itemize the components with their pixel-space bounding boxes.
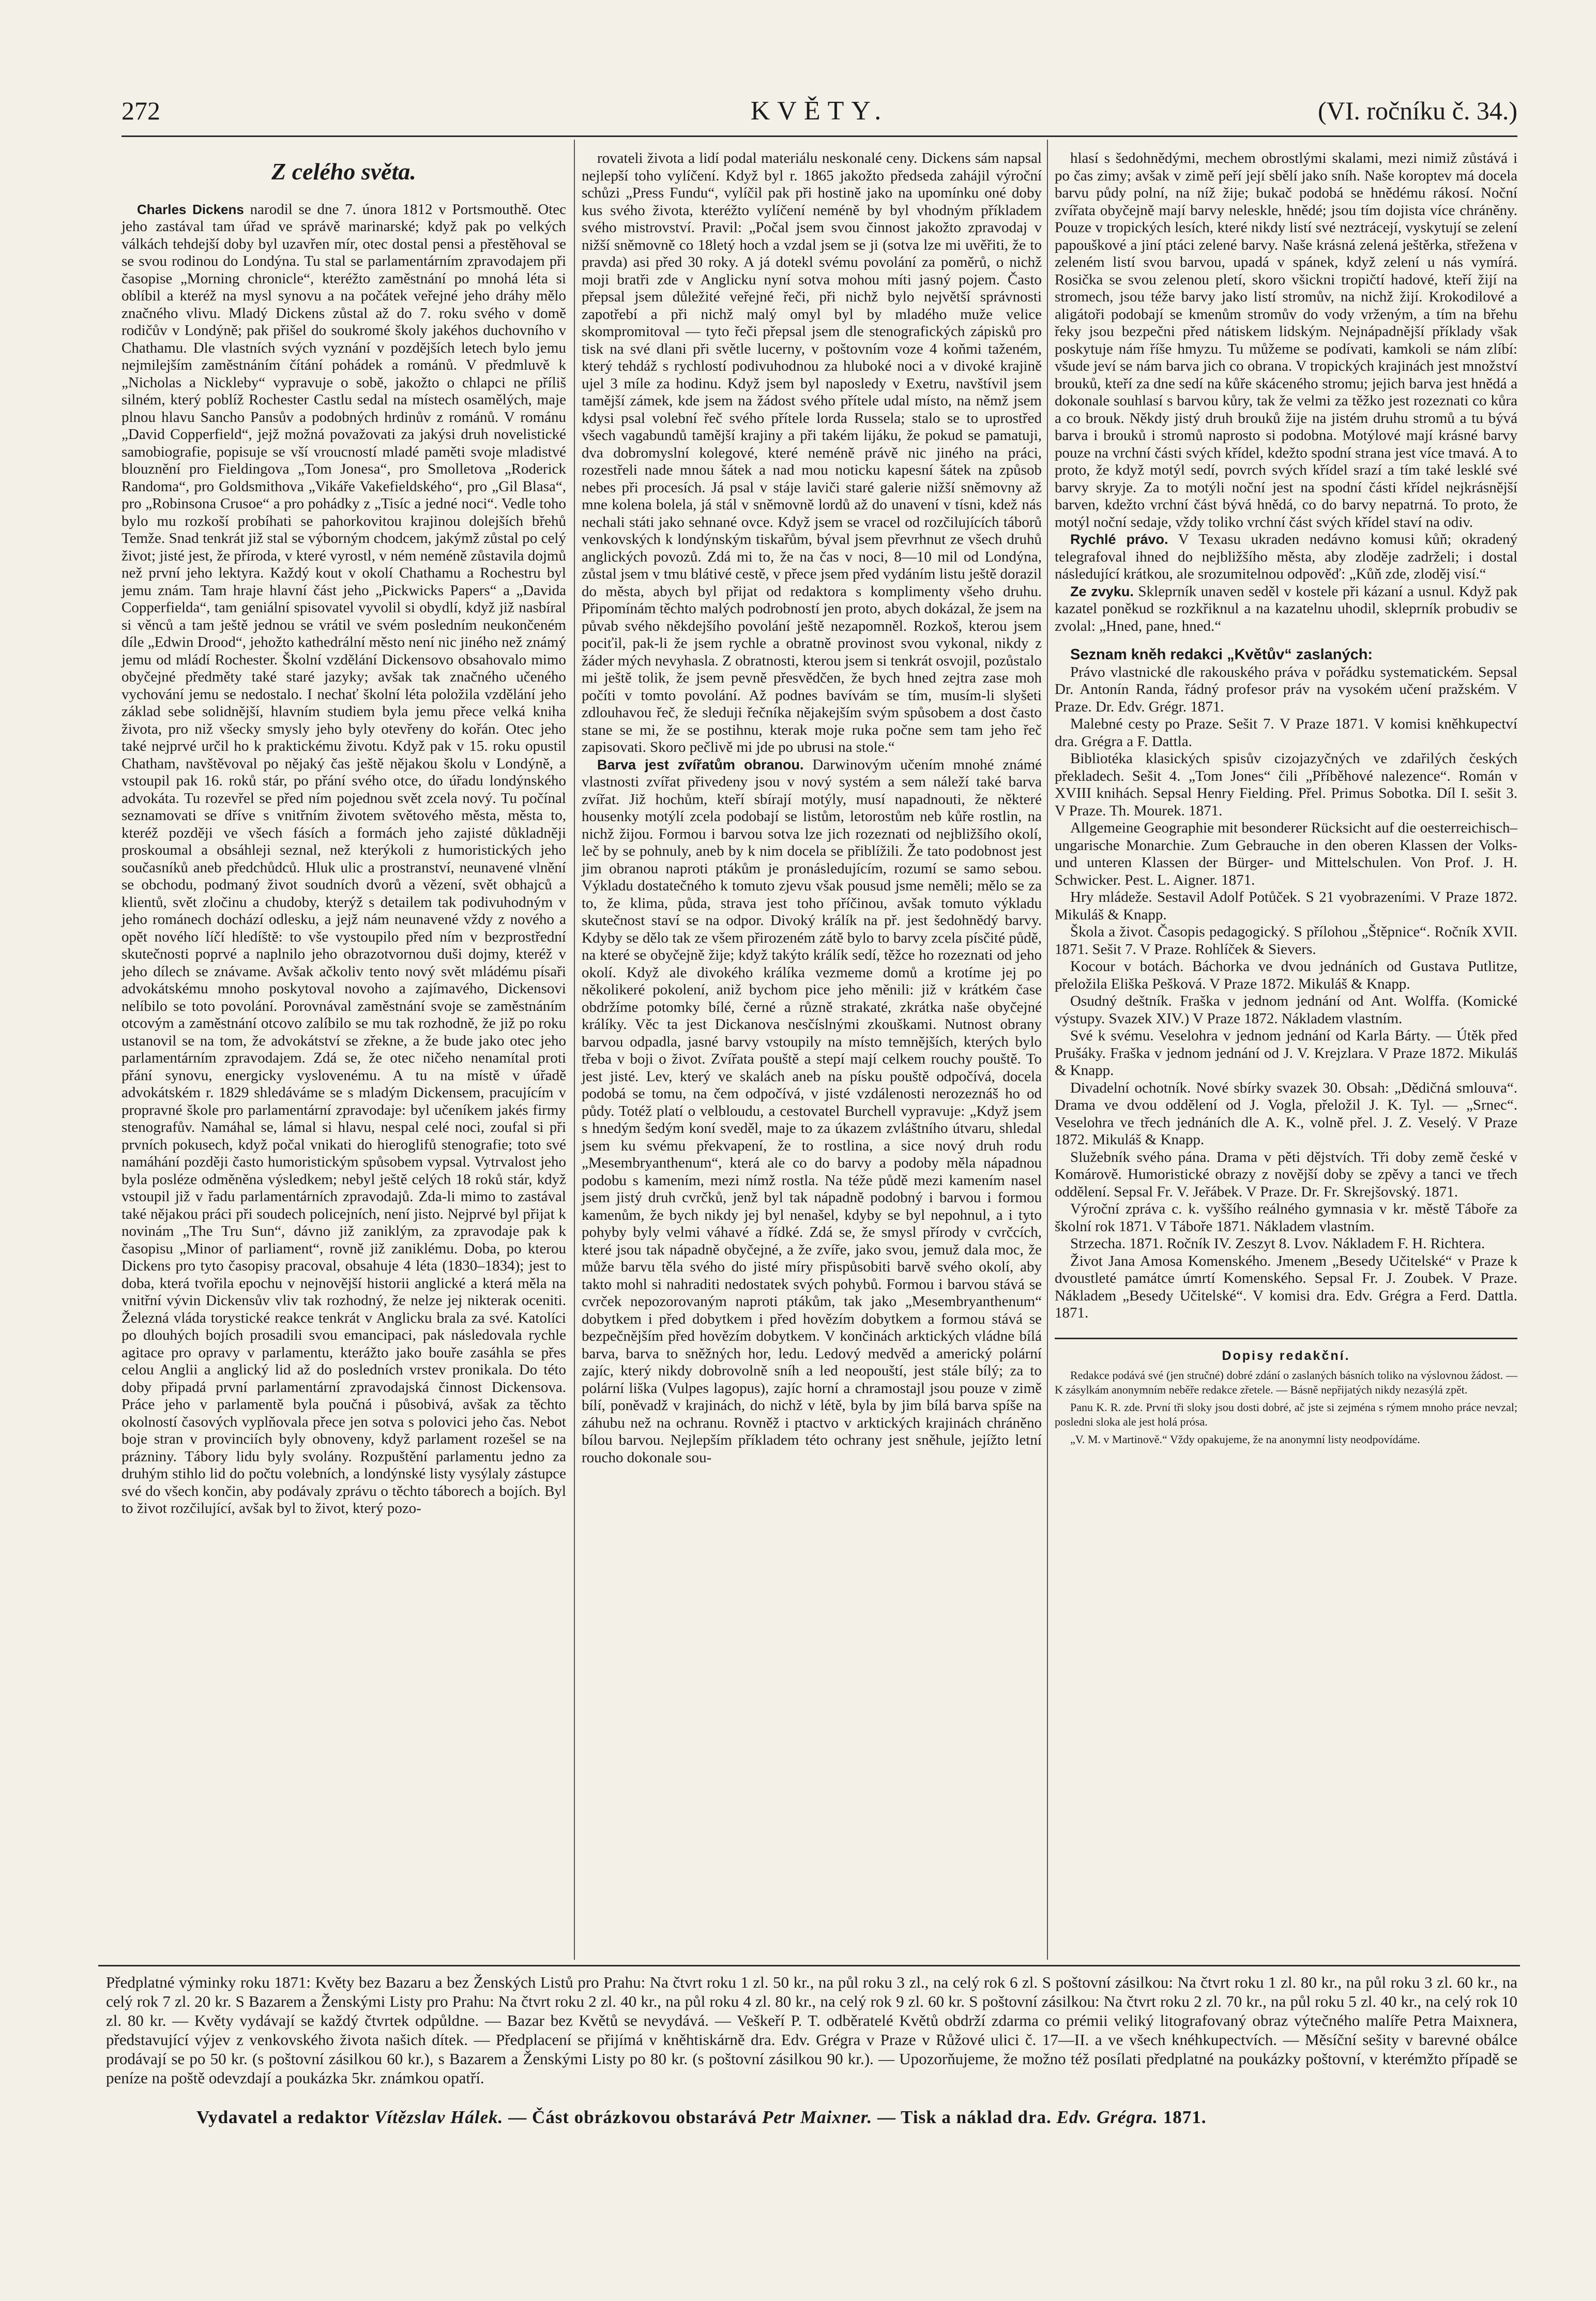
books-heading: Seznam kněh redakci „Květův“ zaslaných: <box>1070 646 1373 663</box>
colour-article-text: Darwinovým učením mnohé známé vlastnosti zvířat přivedeny jsou v nový systém a sem náleží také barva zvířat. Již hochům, kteří sbírají motýly, musí napadnouti, že některé housenky motýlí zcela podobají se listům, letorostům neb kůře rostlin, na nichž žijou. Formou i barvou sotva lze jich rozeznati od nejbližšího okolí, leč by se pohnuly, aneb by k nim docela se přiblížili. Že tato podobnost jest jim obranou naproti ptákům je pronásledujícím, rozumí se samo sebou. Výkladu dostatečného k tomuto zjevu však pousud jsme neměli; mělo se za to, že klima, půda, strava jest toho příčinou, avšak tomuto výkladu skutečnost staví se na odpor. Divoký králík na př. jest šedohnědý barvy. Kdyby se dělo tak ze všem přirozeném zátě bylo to barvy zcela písčité půdě, na které se obyčejně žije; když takýto králík sedí, těžce ho rozeznati od jeho okolí. Když ale divokého králíka vezmeme domů a krotíme jej po několikeré pokolení, aniž bychom pice jeho měnili: již v krátkém čase obdržíme potomky bílé, černé a různě strakaté, zkrátka naše obyčejné králíky. Věc ta jest Dickanova nesčíslnými zkouškami. Nutnost obrany barvou odpadla, jasné barvy vstoupily na místo temnějších, kterých bylo třeba v boji o život. Zvířata pouště a stepí mají celkem rouchy pouště. To jest jisté. Lev, který ve skalách aneb na písku pouště odpočívá, docela podobá se tomu, na čem odpočívá, v jisté vzdálenosti nerozeznáš ho od půdy. Totéž platí o velbloudu, a cestovatel Burchell vypravuje: „Když jsem s hnedým šedým koní sveděl, maje to za úkazem zvláštního útvaru, shledal jsem ku svému překvapení, že to rostlina, a sice nový druh rodu „Mesembryanthenum“, která ale co do barvy a podoby měla nápadnou podobu s kamením, mezi nímž rostla. Na téže půdě mezi kamením nasel jsem jistý druh cvrčků, jenž byl tak nápadně podobný i barvou i formou kamenům, že bych nikdy jej byl nenašel, kdyby se byl nepohnul, a i tyto pohyby byly velmi váhavé a řídké. Zdá se, že smysl přírody v cvrčcích, které jsou tak nápadně obyčejné, a že zvíře, jako svou, jemuž dala moc, že může barvu těla svého do jisté míry přispůsobiti barvě svého okolí, aby takto mohl si nahraditi nedostatek svých pohybů. Formou i barvou stává se cvrček nepozorovaným naproti ptákům, tak jako „Mesembryanthenum“ dobytkem i před dobytkem i před hovězím dobytkem a formou stává se bezpečnějším před hovězím dobytkem. V končinách arktických vládne bílá barva, barva to sněžných hor, ledu. Ledový medvěd a americký polární zajíc, který nikdy dobrovolně sníh a led neopouští, jest stále bílý; za to polární liška (Vulpes lagopus), zajíc horní a chramostajl jsou pouze v zimě bílí, poněvadž v krajinách, do nichž v létě, byla by jim bílá barva spíše na záhubu než na ochranu. Rovněž i ptactvo v arktických krajinách chráněno bílou barvou. Nejlepším příkladem této ochrany jest sněhule, jejížto letní roucho dokonale sou- <box>582 756 1042 1466</box>
book-entry: Kocour v botách. Báchorka ve dvou jednáních od Gustava Putlitze, přeložila Eliška Pešková. V Praze 1872. Mikuláš & Knapp. <box>1055 958 1517 992</box>
editor-name: Vítězslav Hálek. <box>374 2107 504 2127</box>
column-3 <box>1055 150 1517 1450</box>
column-1 <box>121 150 566 1518</box>
column-2 <box>582 150 1042 1466</box>
book-entry: Malebné cesty po Praze. Sešit 7. V Praze 1871. V komisi kněhkupectví dra. Grégra a F. Dattla. <box>1055 716 1517 750</box>
imprint-year: 1871. <box>1158 2107 1207 2127</box>
page-number: 272 <box>121 96 160 125</box>
footer-rule <box>98 1965 1520 1966</box>
anecdote-texas <box>1055 531 1517 583</box>
journal-title: KVĚTY. <box>750 96 889 126</box>
notes-heading: Dopisy redakční. <box>1222 1348 1350 1363</box>
page-header <box>121 96 1517 137</box>
book-entry: Allgemeine Geographie mit besonderer Rücksicht auf die oesterreichisch–ungarische Monarchie. Zum Gebrauche in den oberen Klassen der Volks- und unteren Klassen der Bürger- und Mittelschulen. Von Prof. J. H. Schwicker. Pest. L. Aigner. 1871. <box>1055 820 1517 888</box>
anecdote-text: Skleprník unaven seděl v kostele při kázaní a usnul. Když pak kazatel poněkud se rozkřiknul a na kazatelnu uhodil, skleprník probudiv se zvolal: „Hned, pane, hned.“ <box>1055 583 1518 634</box>
anecdote-text: V Texasu ukraden nedávno komusi kůň; okradený telegrafoval ihned do nejbližšího města, aby zloděje zadrželi; i dostal následující krátkou, ale srozumitelnou odpověď: „Kůň zde, zloděj visí.“ <box>1055 531 1517 582</box>
colour-article-continued: hlasí s šedohnědými, mechem obrostlými skalami, mezi nimiž zůstává i po čas zimy; avšak v zimě peří její sbělí jako sníh. Naše koroptev má docela barvu půdy polní, na níž žije; bukač podobá se hnědému rákosí. Noční zvířata obyčejně mají barvy neleskle, hnědé; jsou tím dojista více chráněny. Pouze v tropických lesích, které nikdy listí své neztrácejí, vyskytují se zelení papouškové a jiní ptáci zelené barvy. Naše krásná zelená ještěrka, střežena v zeleném listí svou barvou, upadá v spánek, když zelení u nás vymírá. Rosička se svou zelenou pletí, skoro všickni tropičtí hadové, kteří žijí na stromech, jsou téže barvy jako listí stromův, na nichž žijí. Krokodilové a aligátoři podobají se kmenům stromův do vody vrženým, a tím na břehu řeky jsou bezpečni před nátiskem lidským. Nejnápadnější příklady však poskytuje nám říše hmyzu. Tu můžeme se podívati, kamkoli se nám zlíbí: všude jeví se nám barva jich co obrana. V tropických krajinách jest množství brouků, kteří za dne sedí na kůře skáceného stromu; jejich barva jest hnědá a dokonale souhlasí s barvou kůry, tak že velmi za těžko jest rozeznati co kůra a co brouk. Někdy jistý druh brouků žije na jistém druhu stromů a tu bývá barva i brouků i stromů naprosto si podobna. Motýlové mají krásné barvy pouze na vrchní části svých křídel, kdežto spodní strana jest více tmavá. A to proto, že když motýl sedí, povrch svých křídel srazí a tím také lesklé své barvy skryje. Za to motýli noční jest na spodní části křídel nejkrásnější barven, kdežto vrchní část bývá hnědá, co do barvy nepatrná. To proto, že motýl noční sedaje, vždy toliko vrchní část svých křídel staví na odiv. <box>1055 150 1517 531</box>
dickens-article <box>121 201 566 1518</box>
imprint-text: — Tisk a náklad dra. <box>872 2107 1057 2127</box>
column-divider <box>574 140 575 1960</box>
editorial-notes <box>1055 1338 1517 1447</box>
note-entry: Panu K. R. zde. První tři sloky jsou dosti dobré, ač jste si zejména s rýmem mnoho práce nevzal; posledni sloka ale jest holá prósa. <box>1055 1400 1517 1428</box>
artist-name: Petr Maixner. <box>762 2107 873 2127</box>
imprint-text: Vydavatel a redaktor <box>196 2107 375 2127</box>
note-entry: Redakce podává své (jen stručné) dobré zdání o zaslaných básních toliko na výslovnou žádost. — K zásylkám anonymním neběře redakce zřetele. — Básně nepřijatých nikdy nezasýlá zpět. <box>1055 1368 1517 1396</box>
book-entry: Výroční zpráva c. k. vyššího reálného gymnasia v kr. městě Táboře za školní rok 1871. V Táboře 1871. Nákladem vlastním. <box>1055 1201 1517 1235</box>
colour-article <box>582 756 1042 1467</box>
imprint-text: — Část obrázkovou obstarává <box>503 2107 762 2127</box>
anecdote-habit <box>1055 583 1517 635</box>
book-entry: Bibliotéka klasických spisův cizojazyčných ve zdařilých českých překladech. Sešit 4. „Tom Jones“ čili „Příběhové nalezence“. Román v XVIII knihách. Sepsal Henry Fielding. Přel. Primus Sobotka. Díl I. sešit 3. V Praze. Th. Mourek. 1871. <box>1055 750 1517 819</box>
section-title: Z celého světa. <box>271 158 416 185</box>
book-entry: Právo vlastnické dle rakouského práva v pořádku systematickém. Sepsal Dr. Antonín Randa, řádný profesor práv na vysokém učení pražském. V Praze. Dr. Edv. Grégr. 1871. <box>1055 663 1517 715</box>
column-divider <box>1047 140 1048 1960</box>
header-rule <box>121 135 1517 137</box>
book-entry: Strzecha. 1871. Ročník IV. Zeszyt 8. Lvov. Nákladem F. H. Richtera. <box>1070 1235 1485 1252</box>
book-entry: Život Jana Amosa Komenského. Jmenem „Besedy Učitelské“ v Praze k dvoustleté památce úmrtí Komenského. Sepsal Fr. J. Zoubek. V Praze. Nákladem „Besedy Učitelské“. V komisi dra. Edv. Grégra a Ferd. Dattla. 1871. <box>1055 1252 1517 1321</box>
imprint-line <box>196 2107 1520 2128</box>
received-books-list <box>1055 646 1517 1322</box>
anecdote-heading: Ze zvyku. <box>1070 583 1134 599</box>
book-entry: Služebník svého pána. Drama v pěti dějstvích. Tři doby země české v Komárově. Humoristické obrazy z novější doby se zpěvy a tanci ve třech oddělení. Sepsal Fr. V. Jeřábek. V Praze. Dr. Fr. Skrejšovský. 1871. <box>1055 1148 1517 1200</box>
book-entry: Divadelní ochotník. Nové sbírky svazek 30. Obsah: „Dědičná smlouva“. Drama ve dvou oddělení od J. Vogla, přeložil J. K. Tyl. — „Srnec“. Veselohra ve třech jednáních dle A. K., volně přel. J. Z. Veselý. V Praze 1872. Mikuláš & Knapp. <box>1055 1079 1517 1148</box>
subscription-terms: Předplatné výminky roku 1871: Květy bez Bazaru a bez Ženských Listů pro Prahu: Na čtvrt roku 1 zl. 50 kr., na půl roku 3 zl., na celý rok 6 zl. S poštovní zásilkou: Na čtvrt roku 1 zl. 80 kr., na půl roku 3 zl. 60 kr., na celý rok 7 zl. 20 kr. S Bazarem a Ženskými Listy pro Prahu: Na čtvrt roku 2 zl. 40 kr., na půl roku 4 zl. 80 kr., na celý rok 9 zl. 60 kr. S poštovní zásilkou: Na čtvrt roku 2 zl. 70 kr., na půl roku 5 zl. 40 kr., na celý rok 10 zl. 80 kr. — Květy vydávají se každý čtvrtek odpůldne. — Bazar bez Květů se nevydává. — Veškeří P. T. odběratelé Květů obdrží zdarma co prémii veliký litografovaný obraz výtečného malíře Petra Maixnera, představující výjev z venkovského života našich dítek. — Předplacení se přijímá v kněhtiskárně dra. Edv. Grégra v Praze v Růžové ulici č. 17—II. a ve všech knéhkupectvích. — Měsíční sešity v barevné obálce prodávají se po 50 kr. (s poštovní zásilkou 60 kr.), s Bazarem a Ženskými Listy po 80 kr. (s poštovní zásilkou 90 kr.). — Upozorňujeme, že možno též posílati předplatné na poukázky poštovní, v kterémžto případě se peníze na poště odevzdají a poukázka 5kr. známkou opatří. <box>106 1973 1517 2087</box>
article-lead: Charles Dickens <box>137 201 244 217</box>
printer-name: Edv. Grégra. <box>1056 2107 1158 2127</box>
edition-label: (VI. ročníku č. 34.) <box>1318 96 1517 125</box>
book-entry: Škola a život. Časopis pedagogický. S přílohou „Štěpnice“. Ročník XVII. 1871. Sešit 7. V Praze. Rohlíček & Sievers. <box>1055 924 1517 958</box>
book-entry: Osudný deštník. Fraška v jednom jednání od Ant. Wolffa. (Komické výstupy. Svazek XIV.) V Praze 1872. Nákladem vlastním. <box>1055 993 1517 1027</box>
anecdote-heading: Rychlé právo. <box>1070 532 1168 547</box>
colour-article-heading: Barva jest zvířatům obranou. <box>597 756 804 773</box>
article-text: narodil se dne 7. února 1812 v Portsmouthě. Otec jeho zastával tam úřad ve správě marinarské; když pak po velkých válkách tehdejší doby byl uzavřen mír, otec dostal pensi a přestěhoval se se svou rodinou do Londýna. Tu stal se parlamentárním zpravodajem při časopise „Morning chronicle“, kteréžto zaměstnání po mnohá léta si oblíbil a kteréž na mysl synovu a na počátek veřejné jeho dráhy mělo značného vlivu. Mladý Dickens zůstal až do 7. roku svého v domě rodičův v Londýně; pak přišel do soukromé školy jakéhos duchovního v Chathamu. Dle vlastních svých vyznání v pozdějších letech bylo jemu nejmilejším zaměstnáním čítání pohádek a románů. V předmluvě k „Nicholas a Nickleby“ vypravuje o sobě, jakožto o chlapci ne příliš silném, který poblíž Rochester Castlu sedal na místech osamělých, maje plnou hlavu Sancho Pansův a podobných hrdinův z románů. V románu „David Copperfield“, jejž možná považovati za jakýsi druh novelistické samobiografie, popisuje se vší vroucností mladé paměti svoje mladistvé blouznění pro Fieldingova „Tom Jonesa“, pro Smolletova „Roderick Randoma“, pro Goldsmithova „Vikáře Vakefieldského“, pro „Gil Blasa“, pro „Robinsona Crusoe“ a pro pohádky z „Tisíc a jedné noci“. Vedle toho bylo mu rozkoší probíhati se pahorkovitou krajinou dolejších břehů Temže. Snad tenkrát již stal se výborným chodcem, jakýmž zůstal po celý život; jisté jest, že příroda, v které vyrostl, v ném neméně zůstavila dojmů než první jeho lektyra. Každý kout v okolí Chathamu a Rochestru byl jemu znám. Tam hraje hlavní část jeho „Pickwicks Papers“ a „Davida Copperfielda“, tam geniální spisovatel vyvolil si obydlí, když již nasbíral si věnců a tam ještě jednou se vrátil ve svém posledním neukončeném díle „Edwin Drood“, jehožto kathedrální město není nic jiného než známý jemu od mládí Rochester. Školní vzdělání Dickensovo obsahovalo mimo obyčejné předměty také staré jazyky; avšak tak značného učeného vychování jemu se nedostalo. I nechať školní léta položila vzdělání jeho základ sebe solidnější, hlavním studiem byla jemu přece velká kniha života, pro niž všecky smysly jeho byly otevřeny do kořán. Otec jeho také nejprvé určil ho k praktickému životu. Když pak v 15. roku opustil Chatham, navštěvoval po nějaký čas ještě nějakou školu v Londýně, a vstoupil pak 16. roků stár, po přání svého otce, do úřadu londýnského advokáta. Tu rozevřel se před ním pojednou svět zcela nový. Tu počínal seznamovati se dříve s vnitřním životem světového města, města to, kteréž později ve všech fásích a formách jeho zajisté důkladněji proskoumal a obsáhleji seznal, než kterýkoli z humoristických jeho současníků aneb předchůdců. Hluk ulic a prostranství, neunavené vlnění se obchodu, podmaný život soudních dvorů a vězení, svět obhajců a klientů, svět zločinu a chudoby, kterýž s detailem tak podivuhodným v jeho románech dochází odlesku, a jejž nám neunavené vždy z nového a opět nového líčí hledíště: to vše vystoupilo před ním v bezprostřední skutečnosti poprvé a naplnilo jeho obrazotvornou duši dojmy, kteréž v jeho dílech se znávame. Avšak ačkoliv tento nový svět mládému písaři advokátskému mnoho poskytoval novoho a zajímavého, Dickensovi nelíbilo se toto povolání. Porovnával zaměstnání svoje se zaměstnáním otcovým a zaměstnání otcovo zalíbilo se mu tak rozhodně, že již po roku ustanovil se na tom, že advokátství se zřekne, a že bude jako otec jeho parlamentárním zpravodajem. Zdá se, že otec ničeho nenamítal proti přání synovu, energicky vyslovenému. A tu na místě v úřadě advokátském r. 1829 shledáváme se s mladým Dickensem, pracujícím v propravné škole pro parlamentární zpravodaje: byl učeníkem jakés firmy stenografův. Namáhal se, lámal si hlavu, nespal celé noci, zoufal si při prvních pokusech, když počal vnikati do hieroglifů stenografie; toto své namáhání později často humoristickým spůsobem vypsal. Vytrvalost jeho byla posléze odměněna výsledkem; nebyl ještě celých 18 roků stár, když vstoupil již v řadu parlamentárních zpravodajů. Zda-li mimo to zastával také nějakou práci při soudech policejních, není jisto. Nejprvé byl přijat k novinám „The Tru Sun“, dávno již zaniklým, za zpravodaje pak k časopisu „Minor of parliament“, rovně již zaniklému. Doba, po kterou Dickens pro tyto časopisy pracoval, obsahuje 4 léta (1830–1834); jest to doba, která tvořila epochu v nejnovější historii anglické a která měla na vnitřní vývin Dickensův vliv tak rozhodný, že nelze jej nikterak oceniti. Železná vláda torystické reakce tenkrát v Anglicku brala za své. Katolíci po dlouhých bojích prosadili svou emancipaci, pak následovala rychle agitace pro opravy v parlamentu, kterážto jako bouře zasáhla se přes celou Anglii a anglický lid až do posledních vrstev pronikala. Do této doby připadá první parlamentární zpravodajská činnost Dickensova. Práce jeho v parlamentě byla poučná i působivá, avšak za těchto okolností časových vyplňovala přece jen sotva s polovici jeho čas. Nebot boje stran v provinciích byly obnoveny, když parlament rozešel se na prázniny. Tábory lidu byly svolány. Rozpuštění parlamentu jedno za druhým stihlo lid do počtu volebních, a londýnské listy vysýlaly zástupce své do všech končin, aby podávaly zprávu o těchto táborech a bojích. Byl to život rozčilující, avšak byl to život, který pozo- <box>121 201 567 1517</box>
dickens-article-continued: rovateli života a lidí podal materiálu neskonalé ceny. Dickens sám napsal nejlepší toho vylíčení. Když byl r. 1865 jakožto předseda zahájil výroční schůzi „Press Fundu“, vylíčil pak při hostině jako na upomínku oné doby kus svého života, kteréžto vylíčení neméně by byl vhodným příkladem svého mistrovství. Pravil: „Počal jsem svou činnost jakožto zpravodaj v nižší sněmovně co 18letý hoch a vzdal jsem se ji (sotva lze mi uvěřiti, že to pravda) asi před 30 roky. A já dotekl svému povolání za poměrů, o nichž moji bratři zde v Anglicku nyní sotva mohou míti jasný pojem. Často přepsal jsem důležité veřejné řeči, při nichž bylo největší správnosti zapotřebí a při nichž malý omyl byl by mladého muže velice skompromitoval — tyto řeči přepsal jsem dle stenografických zápisků pro tisk na své dlani při světle lucerny, v poštovním voze 4 koňmi taženém, který tehdáž s rychlostí podivuhodnou za hluboké noci a v divoké krajině ujel 3 míle za hodinu. Když jsem byl naposledy v Exetru, navštívil jsem tamější zámek, kde jsem na žádost svého přítele udal místo, na němž jsem kdysi psal volební řeč svého přítele lorda Russela; stalo se to uprostřed všech vagabundů tamější krajiny a při takém lijáku, že pokud se pamatuji, dva dobromyslní kolegové, které neméně právě nic jiného na práci, rozestřeli nade mnou šátek a nad mou noticku kapesní šátek na způsob nebes při procesích. Já psal v stáje laviči staré galerie nižší sněmovny až mne kolena bolela, já stál v sněmovně lordů až do unavení v tísni, kdež nás nechali státi jako sehnané ovce. Když jsem se vracel od rozčilujících táborů venkovských k londýnským tiskařům, býval jsem převrhnut ze všech druhů anglických povozů. Zdá mi to, že na čas v noci, 8—10 mil od Londýna, zůstal jsem v tmu blátivé cestě, v přece jsem před vydáním listu ještě dorazil do města, abych byl přijat od redaktora s komplimenty všeho druhu. Připomínám těchto malých podrobností jen proto, abych dokázal, že jsem na půvab svého někdejšího povolání ještě nezapomněl. Rozkoš, kterou jsem pociťil, pak-li že jsem rychle a obratně provinost svou vykonal, nikdy z žáder mých nevyhasla. Z obratnosti, kterou jsem si tenkrát osvojil, pozůstalo mi ještě tolik, že jsem pevně přesvědčen, že bych hned zejtra zase moh počíti v tomto povolání. Až podnes bavívám se tím, musím-li slyšeti zdlouhavou řeč, že sleduji řečníka nějakejším svým spůsobem a dost často stane se mi, že se postihnu, kterak moje ruka počne sem tam jeho řeč zapisovati. Skoro pečlivě mi jde po ubrusi na stole.“ <box>582 150 1042 755</box>
book-entry: Hry mládeže. Sestavil Adolf Potůček. S 21 vyobrazeními. V Praze 1872. Mikuláš & Knapp. <box>1055 889 1517 923</box>
note-entry: „V. M. v Martinově.“ Vždy opakujeme, že na anonymní listy neodpovídáme. <box>1070 1432 1420 1446</box>
book-entry: Své k svému. Veselohra v jednom jednání od Karla Bárty. — Útěk před Prušáky. Fraška v jednom jednání od J. V. Krejzlara. V Praze 1872. Mikuláš & Knapp. <box>1055 1027 1517 1079</box>
